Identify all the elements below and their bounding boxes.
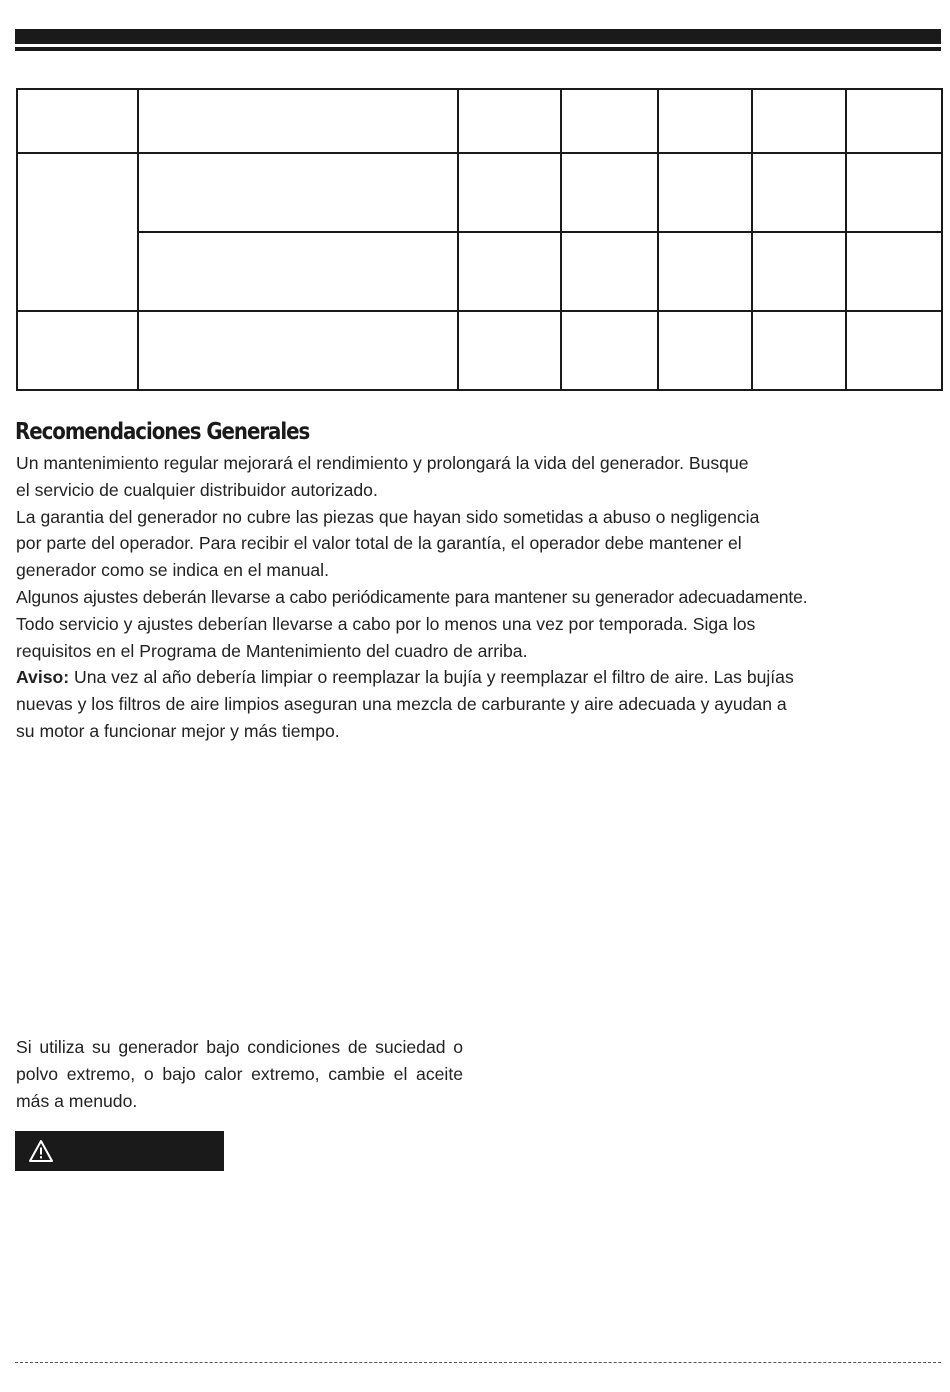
text-line: La garantia del generador no cubre las piezas que hayan sido sometidas a abuso o negligencia: [16, 506, 760, 527]
table-cell: [138, 232, 458, 311]
text-line: Un mantenimiento regular mejorará el rendimiento y prolongará la vida del generador. Busque: [16, 453, 749, 473]
table-cell: [752, 232, 846, 311]
table-cell: [846, 153, 942, 232]
table-cell: [846, 311, 942, 390]
text-line: requisitos en el Programa de Mantenimiento del cuadro de arriba.: [16, 640, 528, 661]
warning-banner: [15, 1131, 224, 1171]
text-line: nuevas y los filtros de aire limpios aseguran una mezcla de carburante y aire adecuada y ayudan a: [16, 694, 787, 715]
table-cell: [752, 311, 846, 390]
table-cell: [846, 89, 942, 153]
table-cell: [138, 153, 458, 232]
table-cell: [17, 153, 138, 311]
text-line: el servicio de cualquier distribuidor autorizado.: [16, 479, 378, 500]
table-cell: [658, 89, 752, 153]
notice-text: Una vez al año debería limpiar o reemplazar la bujía y reemplazar el filtro de aire. Las bujías: [69, 667, 794, 688]
table-cell: [561, 89, 658, 153]
table-cell: [561, 153, 658, 232]
table-cell: [138, 89, 458, 153]
text-line: generador como se indica en el manual.: [16, 560, 329, 581]
section-title: Recomendaciones Generales: [15, 419, 310, 445]
notice-label: Aviso:: [16, 667, 70, 688]
table-cell: [458, 89, 561, 153]
table-cell: [658, 153, 752, 232]
footer-divider: [15, 1362, 941, 1363]
table-cell: [17, 311, 138, 390]
recommendations-body: [16, 450, 946, 745]
table-cell: [561, 232, 658, 311]
warning-triangle-icon: [28, 1139, 54, 1163]
table-cell: [458, 153, 561, 232]
table-cell: [458, 232, 561, 311]
text-line: por parte del operador. Para recibir el valor total de la garantía, el operador debe mantener el: [16, 533, 742, 554]
table-cell: [458, 311, 561, 390]
text-line: [16, 664, 946, 691]
table-row: [17, 153, 942, 232]
paragraph: [16, 504, 946, 584]
table-row: [17, 232, 942, 311]
table-cell: [17, 89, 138, 153]
paragraph: [16, 584, 946, 664]
maintenance-schedule-table: [16, 88, 943, 391]
oil-change-note: Si utiliza su generador bajo condiciones de suciedad o polvo extremo, o bajo calor extremo, cambie el aceite más a menudo.: [16, 1037, 463, 1111]
text-line: su motor a funcionar mejor y más tiempo.: [16, 720, 340, 741]
notice-paragraph: [16, 664, 946, 744]
table-cell: [752, 153, 846, 232]
text-line: Algunos ajustes deberán llevarse a cabo periódicamente para mantener su generador adecuadamente.: [16, 586, 808, 607]
header-rule: [15, 47, 941, 51]
table-row: [17, 311, 942, 390]
table-cell: [561, 311, 658, 390]
header-bar: [15, 29, 941, 44]
table-cell: [658, 232, 752, 311]
table-cell: [752, 89, 846, 153]
text-line: Todo servicio y ajustes deberían llevarse a cabo por lo menos una vez por temporada. Siga los: [16, 613, 756, 634]
paragraph: [16, 450, 946, 504]
table-row: [17, 89, 942, 153]
table-cell: [846, 232, 942, 311]
table-cell: [138, 311, 458, 390]
table-cell: [658, 311, 752, 390]
